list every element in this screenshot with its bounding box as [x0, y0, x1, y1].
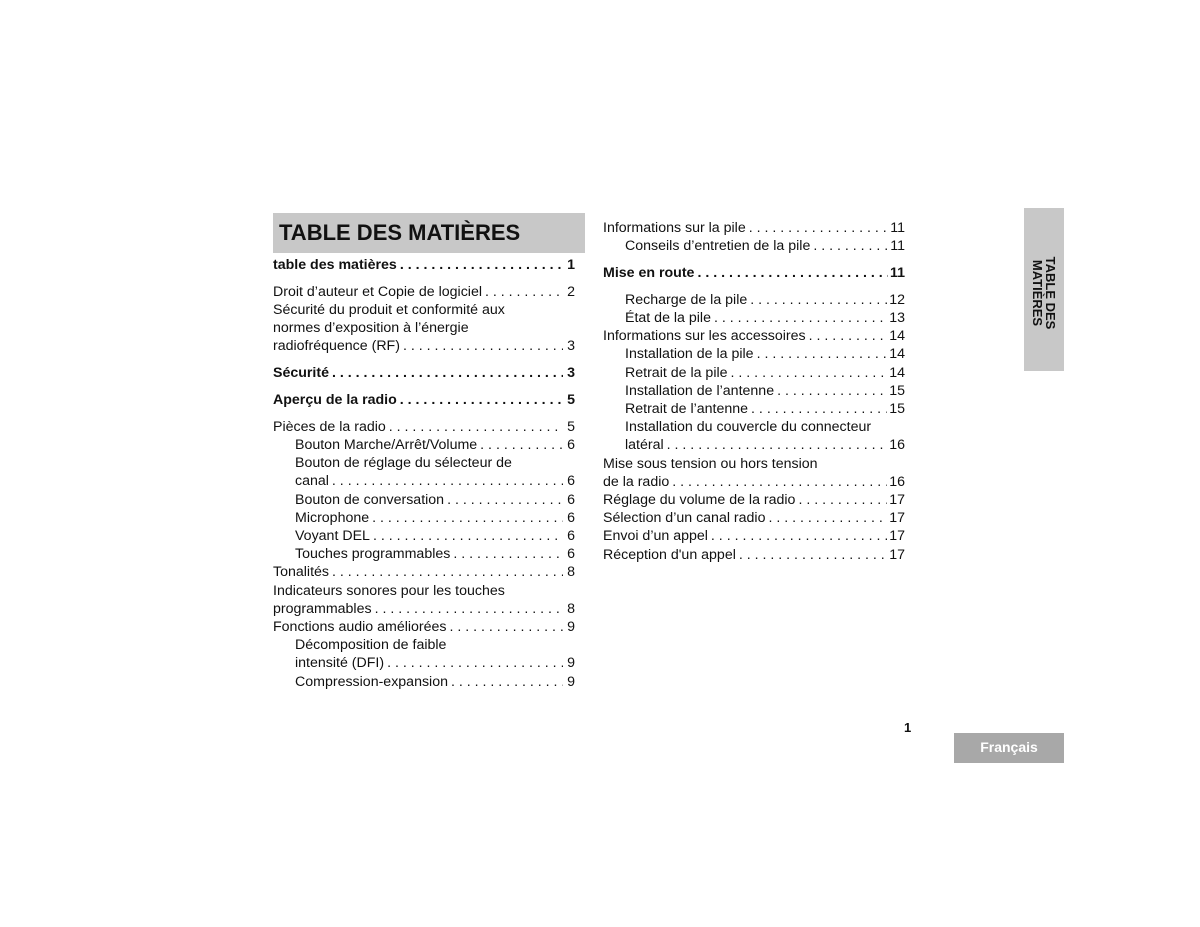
toc-entry-page: 17: [889, 510, 905, 527]
toc-entry-title: table des matières: [273, 257, 397, 273]
toc-entry-title: radiofréquence (RF): [273, 338, 400, 355]
toc-entry-page: 3: [567, 338, 575, 355]
dot-leader: [397, 256, 563, 274]
toc-entry-title: Conseils d’entretien de la pile: [625, 238, 811, 255]
dot-leader: [748, 400, 887, 418]
dot-leader: [448, 673, 563, 691]
toc-entry-title: Retrait de la pile: [625, 364, 728, 381]
toc-entry-title: Aperçu de la radio: [273, 392, 397, 408]
dot-leader: [329, 472, 563, 490]
dot-leader: [372, 600, 563, 618]
toc-entry-page: 15: [889, 382, 905, 399]
toc-entry-title: de la radio: [603, 473, 670, 490]
toc-entry[interactable]: [273, 563, 575, 581]
toc-entry[interactable]: [273, 509, 575, 527]
toc-entry-page: 6: [567, 509, 575, 526]
toc-entry[interactable]: [603, 291, 905, 309]
toc-entry-page: 5: [567, 418, 575, 435]
toc-entry[interactable]: [273, 301, 575, 356]
toc-entry-page: 8: [567, 564, 575, 581]
toc-entry[interactable]: [273, 618, 575, 636]
toc-entry[interactable]: [273, 527, 575, 545]
dot-leader: [774, 382, 887, 400]
toc-entry-page: 3: [567, 365, 575, 382]
dot-leader: [482, 283, 563, 301]
toc-entry[interactable]: [603, 418, 905, 454]
toc-entry-title: Sélection d’un canal radio: [603, 510, 766, 527]
toc-entry[interactable]: [603, 309, 905, 327]
toc-entry-title: Sécurité: [273, 365, 329, 382]
toc-entry[interactable]: [603, 509, 905, 527]
toc-entry-title: programmables: [273, 600, 372, 617]
toc-entry-title: intensité (DFI): [295, 655, 385, 672]
dot-leader: [384, 654, 563, 672]
toc-entry[interactable]: [273, 436, 575, 454]
toc-entry-page: 16: [889, 473, 905, 490]
toc-entry-page: 8: [567, 600, 575, 617]
dot-leader: [400, 337, 563, 355]
toc-entry[interactable]: [603, 327, 905, 345]
dot-leader: [370, 527, 563, 545]
side-tab-label: [1031, 248, 1057, 338]
toc-entry[interactable]: [603, 455, 905, 491]
toc-entry[interactable]: [273, 418, 575, 436]
toc-right-column: [603, 219, 905, 564]
toc-entry-title: État de la pile: [625, 310, 711, 326]
language-tab[interactable]: Français: [954, 733, 1064, 763]
toc-entry[interactable]: [273, 491, 575, 509]
toc-entry[interactable]: [603, 219, 905, 237]
dot-leader: [477, 436, 563, 454]
toc-entry-page: 6: [567, 546, 575, 563]
toc-left-column: [273, 256, 575, 691]
dot-leader: [747, 291, 887, 309]
toc-entry[interactable]: [273, 391, 575, 409]
toc-entry-title: Pièces de la radio: [273, 418, 386, 435]
toc-entry-title: Bouton Marche/Arrêt/Volume: [295, 437, 478, 453]
toc-entry-page: 6: [567, 528, 575, 545]
dot-leader: [329, 563, 563, 581]
toc-entry-page: 14: [889, 328, 905, 345]
toc-entry-title: Retrait de l’antenne: [625, 401, 749, 418]
toc-entry-line: Décomposition de faible: [295, 637, 447, 654]
dot-leader: [369, 509, 563, 527]
toc-entry[interactable]: [603, 527, 905, 545]
toc-entry-page: 5: [567, 392, 575, 408]
toc-entry-title: latéral: [625, 437, 664, 454]
toc-entry-page: 6: [567, 437, 575, 453]
toc-entry-page: 14: [889, 364, 905, 381]
toc-entry[interactable]: [603, 264, 905, 282]
dot-leader: [711, 309, 887, 327]
toc-entry[interactable]: [273, 636, 575, 672]
dot-leader: [806, 327, 888, 345]
toc-entry-line: Bouton de réglage du sélecteur de: [295, 455, 512, 472]
toc-entry-title: Fonctions audio améliorées: [273, 619, 447, 636]
toc-entry-page: 11: [890, 265, 905, 281]
toc-entry[interactable]: [273, 545, 575, 563]
toc-entry-page: 13: [889, 310, 905, 326]
toc-entry-title: Informations sur les accessoires: [603, 328, 806, 345]
dot-leader: [397, 391, 563, 409]
toc-entry-title: Compression-expansion: [295, 673, 448, 690]
toc-entry-page: 1: [567, 257, 575, 273]
toc-entry-line: Sécurité du produit et conformité aux: [273, 302, 505, 318]
toc-entry-title: Réglage du volume de la radio: [603, 492, 796, 509]
toc-entry-line: Indicateurs sonores pour les touches: [273, 582, 505, 599]
page-title: TABLE DES MATIÈRES: [273, 213, 585, 253]
side-tab-label-line: MATIÈRES: [1030, 259, 1045, 327]
dot-leader: [447, 618, 564, 636]
dot-leader: [795, 491, 887, 509]
toc-entry-page: 17: [889, 492, 905, 509]
dot-leader: [386, 418, 563, 436]
toc-entry[interactable]: [273, 454, 575, 490]
toc-entry-title: Microphone: [295, 509, 370, 526]
toc-entry[interactable]: [273, 673, 575, 691]
dot-leader: [669, 473, 887, 491]
toc-entry[interactable]: [603, 400, 905, 418]
toc-entry[interactable]: [273, 582, 575, 618]
toc-entry[interactable]: [273, 256, 575, 274]
toc-entry-title: Droit d’auteur et Copie de logiciel: [273, 283, 482, 300]
toc-entry-title: Bouton de conversation: [295, 491, 445, 508]
toc-entry-page: 17: [889, 528, 905, 545]
dot-leader: [765, 509, 887, 527]
toc-entry-page: 9: [567, 619, 575, 636]
toc-entry[interactable]: [273, 364, 575, 382]
toc-entry-title: Informations sur la pile: [603, 220, 746, 236]
toc-entry[interactable]: [603, 364, 905, 382]
toc-entry-line: normes d’exposition à l’énergie: [273, 320, 469, 337]
toc-entry-line: Installation du couvercle du connecteur: [625, 419, 872, 436]
dot-leader: [810, 237, 888, 255]
dot-leader: [708, 527, 887, 545]
toc-entry-title: Recharge de la pile: [625, 291, 748, 308]
toc-entry[interactable]: [603, 546, 905, 564]
dot-leader: [444, 491, 563, 509]
section-side-tab[interactable]: [1024, 208, 1064, 371]
toc-entry-title: Installation de l’antenne: [625, 382, 775, 399]
dot-leader: [664, 436, 888, 454]
toc-entry-page: 17: [889, 546, 905, 563]
toc-entry-line: Mise sous tension ou hors tension: [603, 455, 818, 472]
toc-entry-page: 6: [567, 473, 575, 490]
toc-entry-title: Réception d'un appel: [603, 546, 736, 563]
toc-entry[interactable]: [603, 345, 905, 363]
toc-entry-title: canal: [295, 473, 329, 490]
toc-entry-page: 15: [889, 401, 905, 418]
toc-entry[interactable]: [603, 382, 905, 400]
dot-leader: [728, 364, 888, 382]
toc-entry-title: Mise en route: [603, 265, 695, 281]
toc-entry-page: 2: [567, 283, 575, 300]
toc-entry-title: Touches programmables: [295, 546, 451, 563]
dot-leader: [329, 364, 563, 382]
toc-entry[interactable]: [603, 237, 905, 255]
toc-entry[interactable]: [603, 491, 905, 509]
toc-entry-page: 16: [889, 437, 905, 454]
dot-leader: [736, 546, 887, 564]
dot-leader: [754, 345, 888, 363]
toc-entry-title: Envoi d’un appel: [603, 528, 708, 545]
toc-entry-title: Installation de la pile: [625, 346, 754, 363]
toc-entry-page: 11: [890, 220, 905, 236]
dot-leader: [746, 219, 889, 237]
toc-entry-page: 12: [889, 291, 905, 308]
dot-leader: [450, 545, 563, 563]
toc-entry-title: Tonalités: [273, 564, 329, 581]
side-tab-label-line: TABLE DES: [1043, 256, 1058, 330]
toc-entry-title: Voyant DEL: [295, 528, 370, 545]
dot-leader: [694, 264, 888, 282]
toc-entry[interactable]: [273, 283, 575, 301]
page-number: 1: [904, 720, 912, 735]
toc-entry-page: 11: [890, 238, 905, 255]
toc-entry-page: 9: [567, 673, 575, 690]
toc-entry-page: 6: [567, 491, 575, 508]
toc-entry-page: 9: [567, 655, 575, 672]
toc-entry-page: 14: [889, 346, 905, 363]
